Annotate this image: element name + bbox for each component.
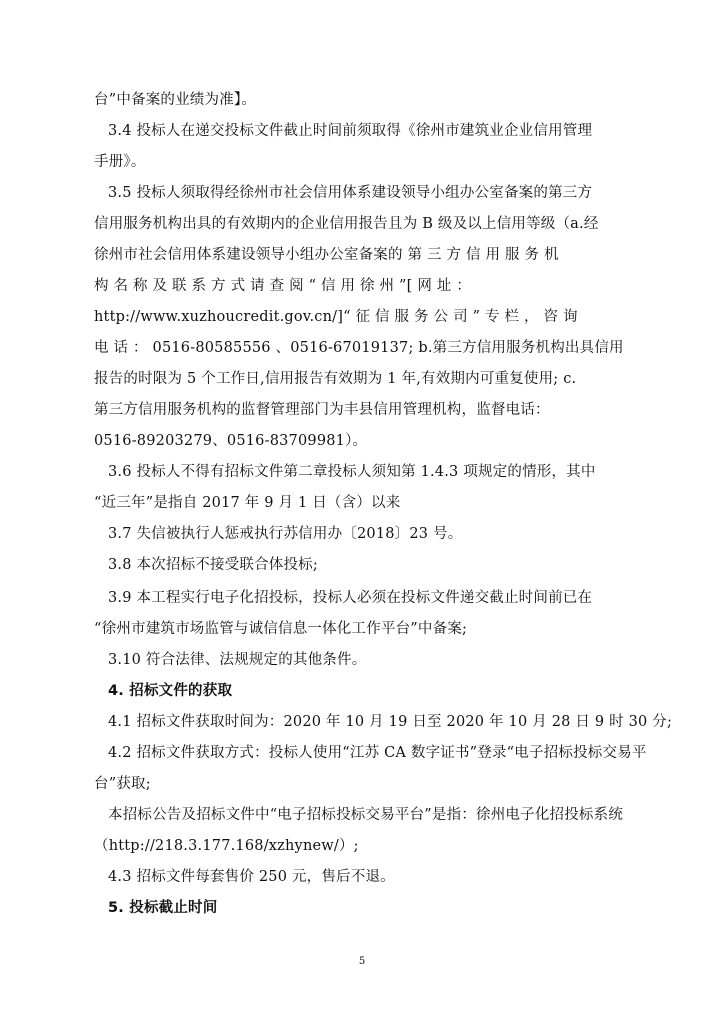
platform-url: （http://218.3.177.168/xzhynew/）; xyxy=(94,838,359,854)
section-heading-4: 4. 招标文件的获取 xyxy=(108,683,233,699)
clause-3-5: 3.5 投标人须取得经徐州市社会信用体系建设领导小组办公室备案的第三方 xyxy=(108,185,593,201)
text-line: 第三方信用服务机构的监督管理部门为丰县信用管理机构，监督电话： xyxy=(94,402,550,418)
clause-4-1: 4.1 招标文件获取时间为：2020 年 10 月 19 日至 2020 年 10 月 28 日 9 时 30 分; xyxy=(108,714,673,730)
text-line: “近三年”是指自 2017 年 9 月 1 日（含）以来 xyxy=(94,495,401,511)
platform-note: 本招标公告及招标文件中“电子招标投标交易平台”是指：徐州电子化招投标系统 xyxy=(108,807,624,823)
text-line: 信用服务机构出具的有效期内的企业信用报告且为 B 级及以上信用等级（a.经 xyxy=(94,216,599,232)
text-line: 台”获取; xyxy=(94,776,151,792)
clause-3-10: 3.10 符合法律、法规规定的其他条件。 xyxy=(108,652,367,668)
clause-3-7: 3.7 失信被执行人惩戒执行苏信用办〔2018〕23 号。 xyxy=(108,526,463,542)
clause-4-3: 4.3 招标文件每套售价 250 元，售后不退。 xyxy=(108,869,395,885)
clause-4-2: 4.2 招标文件获取方式：投标人使用“江苏 CA 数字证书”登录“电子招标投标交易平 xyxy=(108,745,647,761)
text-line: 电 话 ： 0516-80585556 、0516-67019137; b.第三方信用服务机构出具信用 xyxy=(94,340,624,356)
clause-3-9: 3.9 本工程实行电子化招投标，投标人必须在投标文件递交截止时间前已在 xyxy=(108,590,593,606)
clause-3-4: 3.4 投标人在递交投标文件截止时间前须取得《徐州市建筑业企业信用管理 xyxy=(108,123,593,139)
text-line: 台”中备案的业绩为准】。 xyxy=(94,92,257,108)
page-number: 5 xyxy=(358,956,366,967)
clause-3-6: 3.6 投标人不得有招标文件第二章投标人须知第 1.4.3 项规定的情形，其中 xyxy=(108,464,596,480)
text-line: 徐州市社会信用体系建设领导小组办公室备案的 第 三 方 信 用 服 务 机 xyxy=(94,247,559,263)
text-line: 0516-89203279、0516-83709981）。 xyxy=(94,433,368,449)
text-line: http://www.xuzhoucredit.gov.cn/]“ 征 信 服 务 公 司 ” 专 栏 ， 咨 询 xyxy=(94,309,578,325)
section-heading-5: 5. 投标截止时间 xyxy=(108,900,218,916)
text-line: 构 名 称 及 联 系 方 式 请 查 阅 “ 信 用 徐 州 ”[ 网 址 ： xyxy=(94,278,472,294)
clause-3-8: 3.8 本次招标不接受联合体投标; xyxy=(108,557,318,573)
text-line: “徐州市建筑市场监管与诚信信息一体化工作平台”中备案; xyxy=(94,621,468,637)
text-line: 报告的时限为 5 个工作日,信用报告有效期为 1 年,有效期内可重复使用; c. xyxy=(94,371,577,387)
text-line: 手册》。 xyxy=(94,154,146,170)
